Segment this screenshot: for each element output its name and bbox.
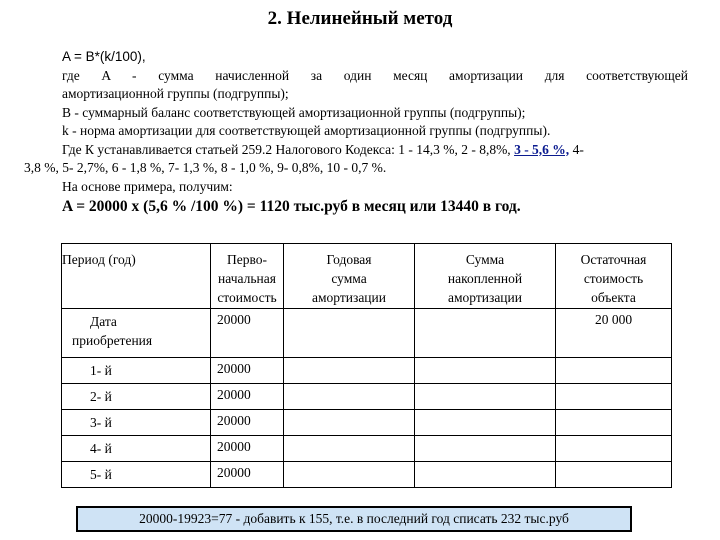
- header-initial: [211, 244, 284, 309]
- table-row: [62, 436, 672, 462]
- row-period: 5- й: [90, 467, 112, 482]
- acq-initial-value: 20000: [217, 312, 251, 327]
- acq-label-2: приобретения: [72, 333, 153, 348]
- cell-period: [62, 309, 211, 358]
- cell-residual: [556, 384, 672, 410]
- header-initial-l3: стоимость: [217, 290, 277, 305]
- cell-residual: [556, 309, 672, 358]
- table-row: [62, 410, 672, 436]
- header-residual-l3: объекта: [591, 290, 636, 305]
- row-period: 3- й: [90, 415, 112, 430]
- row-initial: 20000: [217, 439, 251, 454]
- cell-period: [62, 462, 211, 488]
- cell-accumulated: [415, 436, 556, 462]
- table-row-acquisition: [62, 309, 672, 358]
- depreciation-table: [61, 243, 672, 488]
- cell-residual: [556, 358, 672, 384]
- header-period: [62, 244, 211, 309]
- cell-period: [62, 436, 211, 462]
- acq-residual-value: 20 000: [594, 312, 633, 327]
- header-residual-l1: Остаточная: [580, 252, 647, 267]
- acq-label-1: Дата: [90, 314, 117, 329]
- row-initial: 20000: [217, 361, 251, 376]
- row-initial: 20000: [217, 387, 251, 402]
- header-accumulated: [415, 244, 556, 309]
- cell-initial: [211, 358, 284, 384]
- cell-initial: [211, 462, 284, 488]
- cell-period: [62, 410, 211, 436]
- result-line: A = 20000 х (5,6 % /100 %) = 1120 тыс.руб в месяц или 13440 в год.: [62, 198, 521, 215]
- header-residual: [556, 244, 672, 309]
- header-accumulated-l3: амортизации: [448, 290, 522, 305]
- row-period: 2- й: [90, 389, 112, 404]
- header-initial-l1: Перво-: [226, 252, 268, 267]
- cell-residual: [556, 462, 672, 488]
- acq-annual-value: [284, 309, 414, 312]
- cell-annual: [284, 384, 415, 410]
- table-row: [62, 462, 672, 488]
- footer-note: 20000-19923=77 - добавить к 155, т.е. в последний год списать 232 тыс.руб: [76, 506, 632, 532]
- highlighted-rate: 3 - 5,6 %,: [514, 141, 570, 157]
- cell-annual: [284, 436, 415, 462]
- header-annual: [284, 244, 415, 309]
- cell-period: [62, 358, 211, 384]
- cell-initial: [211, 410, 284, 436]
- table-header-row: [62, 244, 672, 309]
- text-block: [24, 48, 688, 218]
- cell-annual: [284, 309, 415, 358]
- header-residual-l2: стоимость: [583, 271, 644, 286]
- text-line-5: [24, 141, 688, 160]
- header-annual-l2: сумма: [331, 271, 367, 286]
- table-row: [62, 384, 672, 410]
- cell-accumulated: [415, 462, 556, 488]
- cell-annual: [284, 358, 415, 384]
- row-initial: 20000: [217, 413, 251, 428]
- row-period: 1- й: [90, 363, 112, 378]
- cell-accumulated: [415, 384, 556, 410]
- table-row: [62, 358, 672, 384]
- text-line-1: где A - сумма начисленной за один месяц амортизации для соответствующей: [62, 67, 688, 83]
- text-line-4: k - норма амортизации для соответствующей амортизационной группы (подгруппы).: [62, 123, 551, 138]
- text-line-7: На основе примера, получим:: [62, 178, 233, 194]
- cell-accumulated: [415, 358, 556, 384]
- row-initial: 20000: [217, 465, 251, 480]
- header-annual-l1: Годовая: [326, 252, 372, 267]
- cell-residual: [556, 436, 672, 462]
- cell-accumulated: [415, 410, 556, 436]
- cell-initial: [211, 436, 284, 462]
- header-initial-l2: начальная: [218, 271, 276, 286]
- header-annual-l3: амортизации: [312, 290, 386, 305]
- text-line-2: амортизационной группы (подгруппы);: [62, 86, 289, 101]
- formula-line: A = B*(k/100),: [62, 49, 146, 64]
- cell-period: [62, 384, 211, 410]
- header-accumulated-l2: накопленной: [447, 271, 523, 286]
- cell-annual: [284, 462, 415, 488]
- cell-annual: [284, 410, 415, 436]
- cell-initial: [211, 384, 284, 410]
- header-period-label: Период (год): [62, 252, 136, 267]
- text-line-5-end: 4-: [569, 141, 584, 157]
- acq-accumulated-value: [415, 309, 555, 312]
- text-line-3: B - суммарный баланс соответствующей амортизационной группы (подгруппы);: [62, 104, 526, 120]
- row-period: 4- й: [90, 441, 112, 456]
- cell-residual: [556, 410, 672, 436]
- cell-accumulated: [415, 309, 556, 358]
- page-title: 2. Нелинейный метод: [267, 8, 453, 29]
- text-line-5-start: Где К устанавливается статьей 259.2 Налогового Кодекса: 1 - 14,3 %, 2 - 8,8%,: [62, 141, 515, 157]
- header-accumulated-l1: Сумма: [465, 252, 505, 267]
- cell-initial: [211, 309, 284, 358]
- text-line-6: 3,8 %, 5- 2,7%, 6 - 1,8 %, 7- 1,3 %, 8 - 1,0 %, 9- 0,8%, 10 - 0,7 %.: [24, 160, 387, 175]
